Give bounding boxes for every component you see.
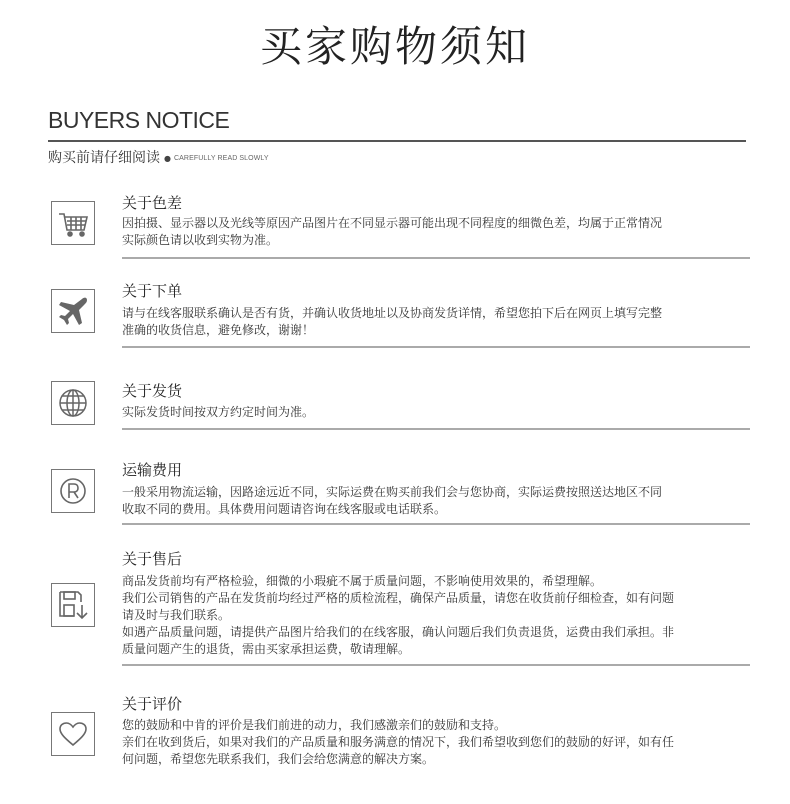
section-divider [122,664,750,666]
heart-icon [51,712,95,756]
section-line: 亲们在收到货后，如果对我们的产品质量和服务满意的情况下，我们希望收到您们的鼓励的好评，如有任 [122,735,675,749]
registered-icon [51,469,95,513]
subtitle-english: CAREFULLY READ SLOWLY [173,154,269,162]
section-line: 您的鼓励和中肯的评价是我们前进的动力，我们感激亲们的鼓励和支持。 [122,718,507,732]
section-line: 收取不同的费用。具体费用问题请咨询在线客服或电话联系。 [122,502,447,516]
section-line: 实际颜色请以收到实物为准。 [122,233,279,247]
airplane-icon [51,289,95,333]
save-download-icon [51,583,95,627]
section-body [122,573,702,658]
section-title: 关于色差 [122,194,183,212]
section-divider [122,428,750,430]
section-body [122,484,702,518]
page-title: 买家购物须知 [259,22,530,71]
section-body [122,717,702,768]
section-line: 准确的收货信息，避免修改，谢谢！ [122,323,315,337]
section-line: 商品发货前均有严格检验，细微的小瑕疵不属于质量问题，不影响使用效果的，希望理解。 [122,574,603,588]
subtitle [48,147,269,167]
english-heading: BUYERS NOTICE [48,107,230,133]
section-line: 我们公司销售的产品在发货前均经过严格的质检流程，确保产品质量，请您在收货前仔细检查，如有问题 [122,591,675,605]
section-line: 一般采用物流运输，因路途远近不同，实际运费在购买前我们会与您协商，实际运费按照送达地区不同 [122,485,663,499]
globe-icon [51,381,95,425]
section-line: 质量问题产生的退货，需由买家承担运费，敬请理解。 [122,642,411,656]
section-divider [122,346,750,348]
section-title: 关于发货 [122,382,183,400]
bullet-icon: ● [164,153,171,163]
section-line: 请与在线客服联系确认是否有货，并确认收货地址以及协商发货详情，希望您拍下后在网页上填写完整 [122,306,663,320]
subtitle-text: 购买前请仔细阅读 [48,150,160,166]
section-divider [122,257,750,259]
section-title: 关于售后 [122,550,183,568]
section-line: 何问题，希望您先联系我们，我们会给您满意的解决方案。 [122,752,435,766]
shopping-cart-icon [51,201,95,245]
heading-divider [48,140,746,142]
section-body [122,305,702,339]
section-line: 实际发货时间按双方约定时间为准。 [122,405,315,419]
section-line: 请及时与我们联系。 [122,608,231,622]
section-body [122,215,702,249]
section-title: 关于评价 [122,695,183,713]
section-line: 如遇产品质量问题，请提供产品图片给我们的在线客服，确认问题后我们负责退货，运费由我们承担。非 [122,625,675,639]
section-title: 关于下单 [122,282,183,300]
section-divider [122,523,750,525]
section-title: 运输费用 [122,461,183,479]
section-body [122,404,702,421]
section-line: 因拍摄、显示器以及光线等原因产品图片在不同显示器可能出现不同程度的细微色差，均属于正常情况 [122,216,663,230]
